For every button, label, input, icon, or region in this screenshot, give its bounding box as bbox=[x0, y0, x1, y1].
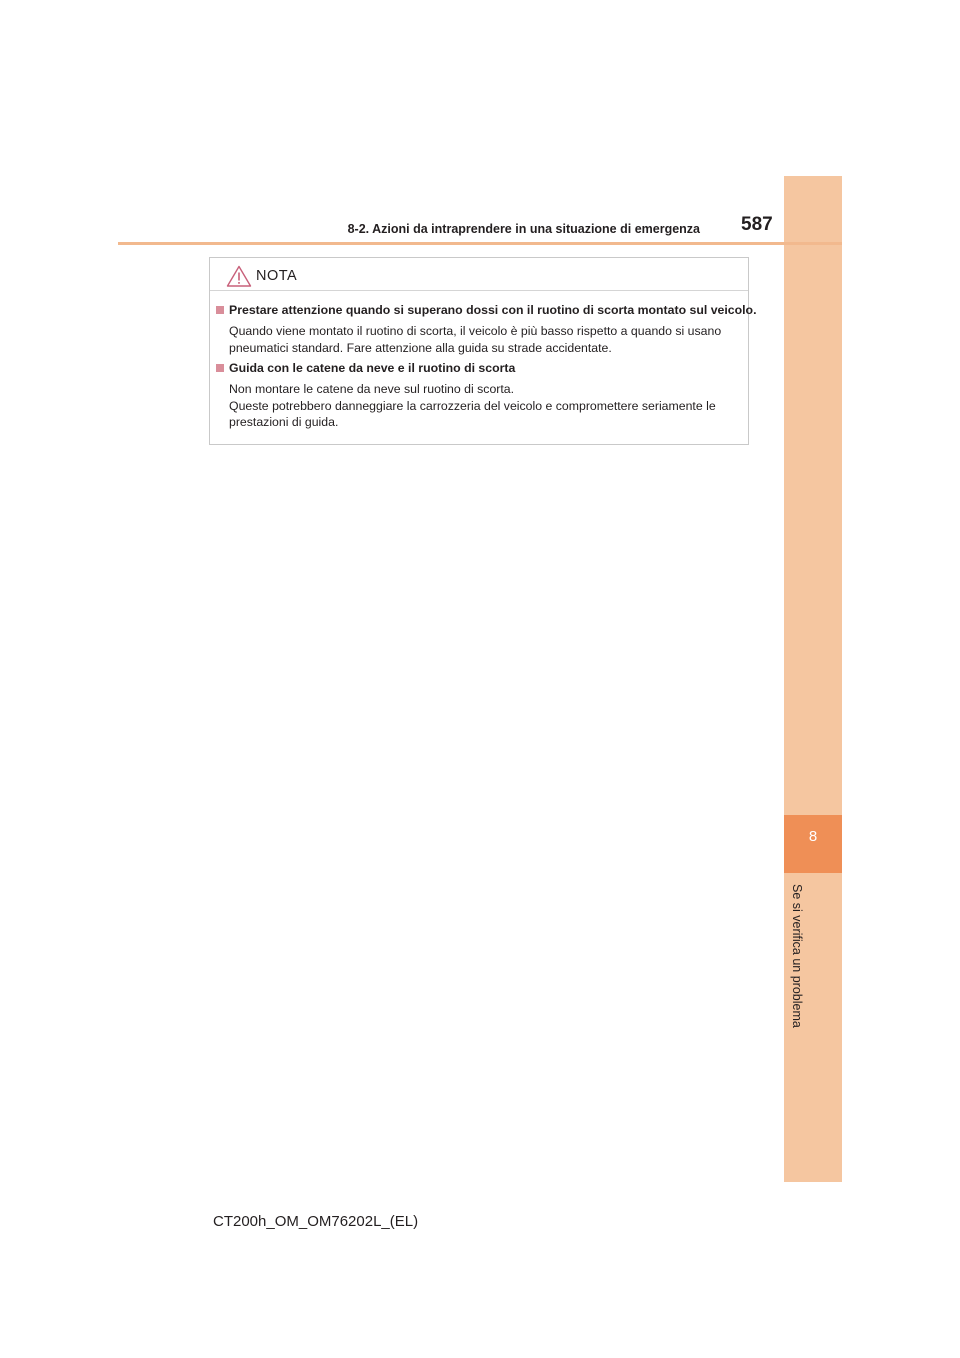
note-item-heading bbox=[216, 360, 744, 376]
note-item bbox=[216, 302, 757, 356]
note-item-heading-text: Guida con le catene da neve e il ruotino di scorta bbox=[229, 361, 516, 375]
square-bullet-icon bbox=[216, 364, 224, 372]
page-number: 587 bbox=[741, 214, 773, 235]
note-header-rule bbox=[210, 290, 748, 291]
warning-triangle-icon bbox=[226, 265, 252, 287]
note-item-paragraph: Queste potrebbero danneggiare la carrozzeria del veicolo e compromettere seriamente le prestazioni di guida. bbox=[229, 398, 716, 429]
note-item bbox=[216, 360, 744, 431]
header-rule bbox=[118, 242, 842, 245]
chapter-label: Se si verifica un problema bbox=[790, 884, 804, 1028]
note-item-body bbox=[229, 323, 744, 356]
note-item-paragraph: Quando viene montato il ruotino di scorta, il veicolo è più basso rispetto a quando si usano pneumatici standard. Fare attenzione alla guida su strade accidentate. bbox=[229, 324, 722, 355]
note-header bbox=[226, 263, 297, 289]
square-bullet-icon bbox=[216, 306, 224, 314]
note-item-body bbox=[229, 381, 744, 431]
chapter-number: 8 bbox=[808, 828, 818, 845]
section-title: 8-2. Azioni da intraprendere in una situazione di emergenza bbox=[347, 222, 700, 236]
note-item-paragraph: Non montare le catene da neve sul ruotino di scorta. bbox=[229, 382, 515, 396]
note-title: NOTA bbox=[256, 268, 298, 284]
note-item-heading-text: Prestare attenzione quando si superano dossi con il ruotino di scorta montato sul veicolo. bbox=[229, 303, 757, 317]
document-code: CT200h_OM_OM76202L_(EL) bbox=[213, 1213, 419, 1230]
note-item-heading bbox=[216, 302, 757, 318]
note-box bbox=[209, 257, 757, 445]
